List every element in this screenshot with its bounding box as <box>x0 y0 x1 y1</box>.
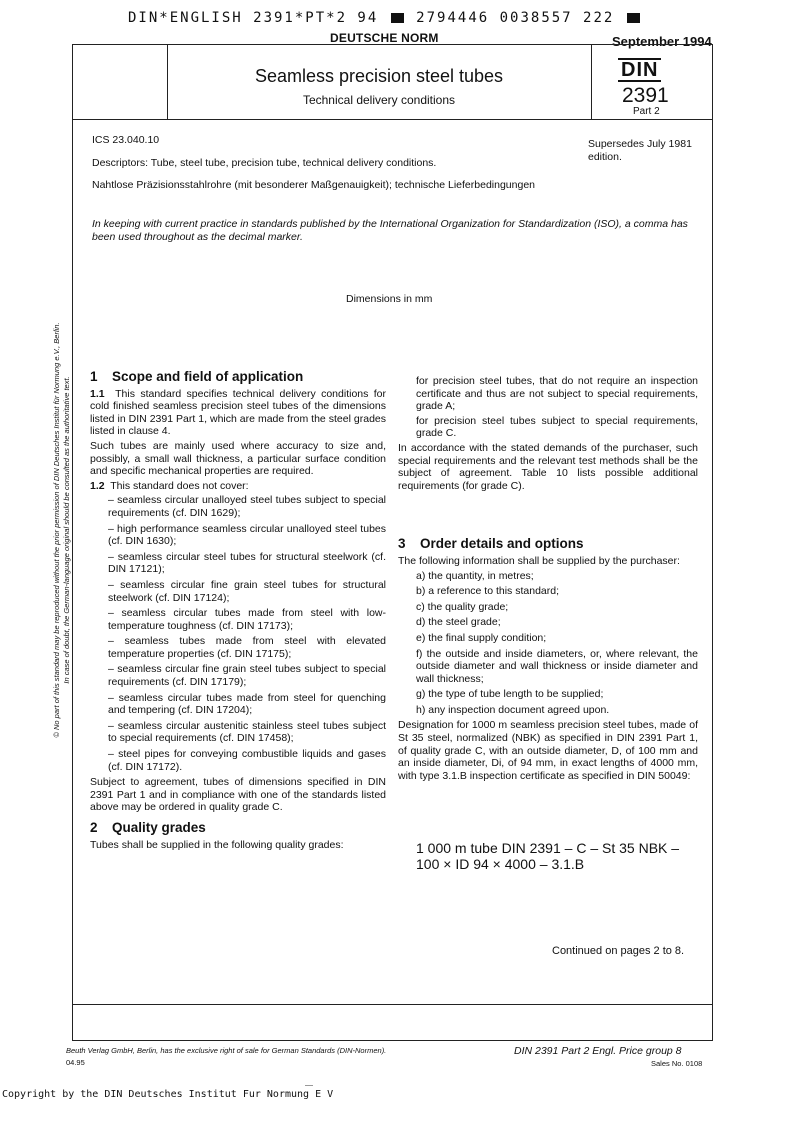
list-item: – seamless tubes made from steel with elevated temperature properties (cf. DIN 17175); <box>108 635 386 660</box>
footer-divider <box>72 1004 713 1005</box>
publisher-note: Beuth Verlag GmbH, Berlin, has the exclusive right of sale for German Standards (DIN-Normen). <box>66 1046 387 1055</box>
deutsche-norm-label: DEUTSCHE NORM <box>330 31 439 45</box>
dimensions-note: Dimensions in mm <box>346 293 433 305</box>
footer-date: 04.95 <box>66 1058 85 1067</box>
side-note-line1: © No part of this standard may be reproduced without the prior permission of DIN Deutsches Institut für Normung e.V., Berlin. <box>52 322 61 738</box>
section-2-heading <box>90 822 386 835</box>
ics-code: ICS 23.040.10 <box>92 134 160 146</box>
list-item: – seamless circular fine grain steel tubes subject to special requirements (cf. DIN 17179); <box>108 663 386 689</box>
document-subtitle: Technical delivery conditions <box>302 93 456 107</box>
copyright-side-note <box>52 280 72 780</box>
paragraph-text: This standard does not cover: <box>110 479 249 492</box>
decimal-marker-note: In keeping with current practice in standards published by the International Organization for Standardization (ISO), a comma has been used throughout as the decimal marker. <box>92 218 688 243</box>
black-block-mark <box>627 13 640 23</box>
document-title: Seamless precision steel tubes <box>254 66 504 86</box>
din-number: 2391 <box>622 84 669 107</box>
order-item: d) the steel grade; <box>416 616 501 629</box>
list-item: – high performance seamless circular unalloyed steel tubes (cf. DIN 1630); <box>108 522 386 548</box>
list-item: – seamless circular tubes made from steel with low-temperature toughness (cf. DIN 17173); <box>108 607 386 632</box>
copyright-line: Copyright by the DIN Deutsches Institut Fur Normung E V <box>2 1089 334 1100</box>
section-title: Scope and field of application <box>112 369 304 384</box>
order-item: g) the type of tube length to be supplied; <box>416 688 604 701</box>
order-item: c) the quality grade; <box>416 600 509 613</box>
side-note-line2: In case of doubt, the German-language original should be consulted as the authoritative text. <box>62 376 71 684</box>
scan-mark <box>305 1085 313 1086</box>
paragraph-3: The following information shall be supplied by the purchaser: <box>398 554 680 567</box>
document-code-part2: 2794446 0038557 222 <box>416 10 615 26</box>
paragraph-text: This standard specifies technical delivery conditions for cold finished seamless precision steel tubes of the dimensions listed in DIN 2391 Part 1, which are made from the steel grades listed in clause 4. <box>90 387 386 438</box>
paragraph-2b: In accordance with the stated demands of the purchaser, such special requirements and the relevant test methods shall be the subject of agreement. Table 10 lists possible additional requirements (for grade C). <box>398 441 698 492</box>
list-item: – seamless circular tubes made from steel for quenching and tempering (cf. DIN 17204); <box>108 691 386 717</box>
section-number: 2 <box>90 820 98 835</box>
list-item: – seamless circular austenitic stainless steel tubes subject to special requirements (cf. DIN 17458); <box>108 719 386 745</box>
publication-date: September 1994 <box>612 34 712 49</box>
paragraph-1-1 <box>90 388 386 438</box>
list-item: – seamless circular steel tubes for structural steelwork (cf. DIN 17121); <box>108 550 386 576</box>
paragraph-2: Tubes shall be supplied in the following quality grades: <box>90 838 344 851</box>
designation-example <box>416 840 679 872</box>
clause-number: 1.2 <box>90 479 105 492</box>
clause-number: 1.1 <box>90 387 105 400</box>
section-title: Quality grades <box>112 820 206 835</box>
price-group-note: DIN 2391 Part 2 Engl. Price group 8 <box>514 1045 682 1057</box>
order-item: h) any inspection document agreed upon. <box>416 703 610 716</box>
section-1-heading <box>90 371 386 384</box>
order-item: a) the quantity, in metres; <box>416 569 534 582</box>
designation-paragraph: Designation for 1000 m seamless precision steel tubes, made of St 35 steel, normalized (NBK) as specified in DIN 2391 Part 1, of quality grade C, with an outside diameter, D, of 100 mm and an inside diameter, Di, of 94 mm, in exact lengths of 4000 mm, with type 3.1.B inspection certificate as specified in DIN 50049: <box>398 719 698 782</box>
black-block-mark <box>391 13 404 23</box>
din-part: Part 2 <box>633 106 660 117</box>
section-number: 1 <box>90 369 98 384</box>
section-3-heading <box>398 538 698 551</box>
paragraph-closing: Subject to agreement, tubes of dimensions specified in DIN 2391 Part 1 and in compliance with one of the standards listed above may be ordered in quality grade C. <box>90 776 386 814</box>
din-logo: DIN <box>618 58 661 82</box>
list-item: – seamless circular unalloyed steel tubes subject to special requirements (cf. DIN 1629); <box>108 494 386 519</box>
left-column <box>90 371 386 853</box>
header-divider <box>72 119 713 120</box>
continued-note: Continued on pages 2 to 8. <box>552 945 685 957</box>
order-item: f) the outside and inside diameters, or, where relevant, the outside diameter and wall thickness or inside diameter and wall thickness; <box>416 647 698 685</box>
german-title: Nahtlose Präzisionsstahlrohre (mit besonderer Maßgenauigkeit); technische Lieferbedingungen <box>92 179 535 191</box>
document-code-line <box>128 10 642 26</box>
document-code-part1: DIN*ENGLISH 2391*PT*2 94 <box>128 10 379 26</box>
designation-line1: 1 000 m tube DIN 2391 – C – St 35 NBK – <box>416 840 680 856</box>
grade-c-text: for precision steel tubes subject to special requirements, grade C. <box>416 414 698 440</box>
sales-number: Sales No. 0108 <box>651 1059 703 1068</box>
paragraph-1-1b: Such tubes are mainly used where accuracy to size and, possibly, a small wall thickness, a particular surface condition and specific mechanical properties are required. <box>90 439 386 478</box>
order-item: e) the final supply condition; <box>416 631 547 644</box>
paragraph-1-2 <box>90 480 386 493</box>
list-item: – seamless circular fine grain steel tubes for structural steelwork (cf. DIN 17124); <box>108 578 386 604</box>
order-item: b) a reference to this standard; <box>416 585 559 598</box>
designation-line2: 100 × ID 94 × 4000 – 3.1.B <box>416 856 585 872</box>
supersedes-note: Supersedes July 1981 edition. <box>588 138 692 163</box>
right-column <box>398 375 698 784</box>
descriptors: Descriptors: Tube, steel tube, precision tube, technical delivery conditions. <box>92 157 437 169</box>
header-right-divider <box>591 44 592 119</box>
grade-a-text: for precision steel tubes, that do not require an inspection certificate and thus are not subject to special requirements, grade A; <box>416 375 698 413</box>
section-number: 3 <box>398 536 406 552</box>
list-item: – steel pipes for conveying combustible liquids and gases (cf. DIN 17172). <box>108 748 386 773</box>
spacer <box>398 494 698 538</box>
section-title: Order details and options <box>420 536 584 552</box>
